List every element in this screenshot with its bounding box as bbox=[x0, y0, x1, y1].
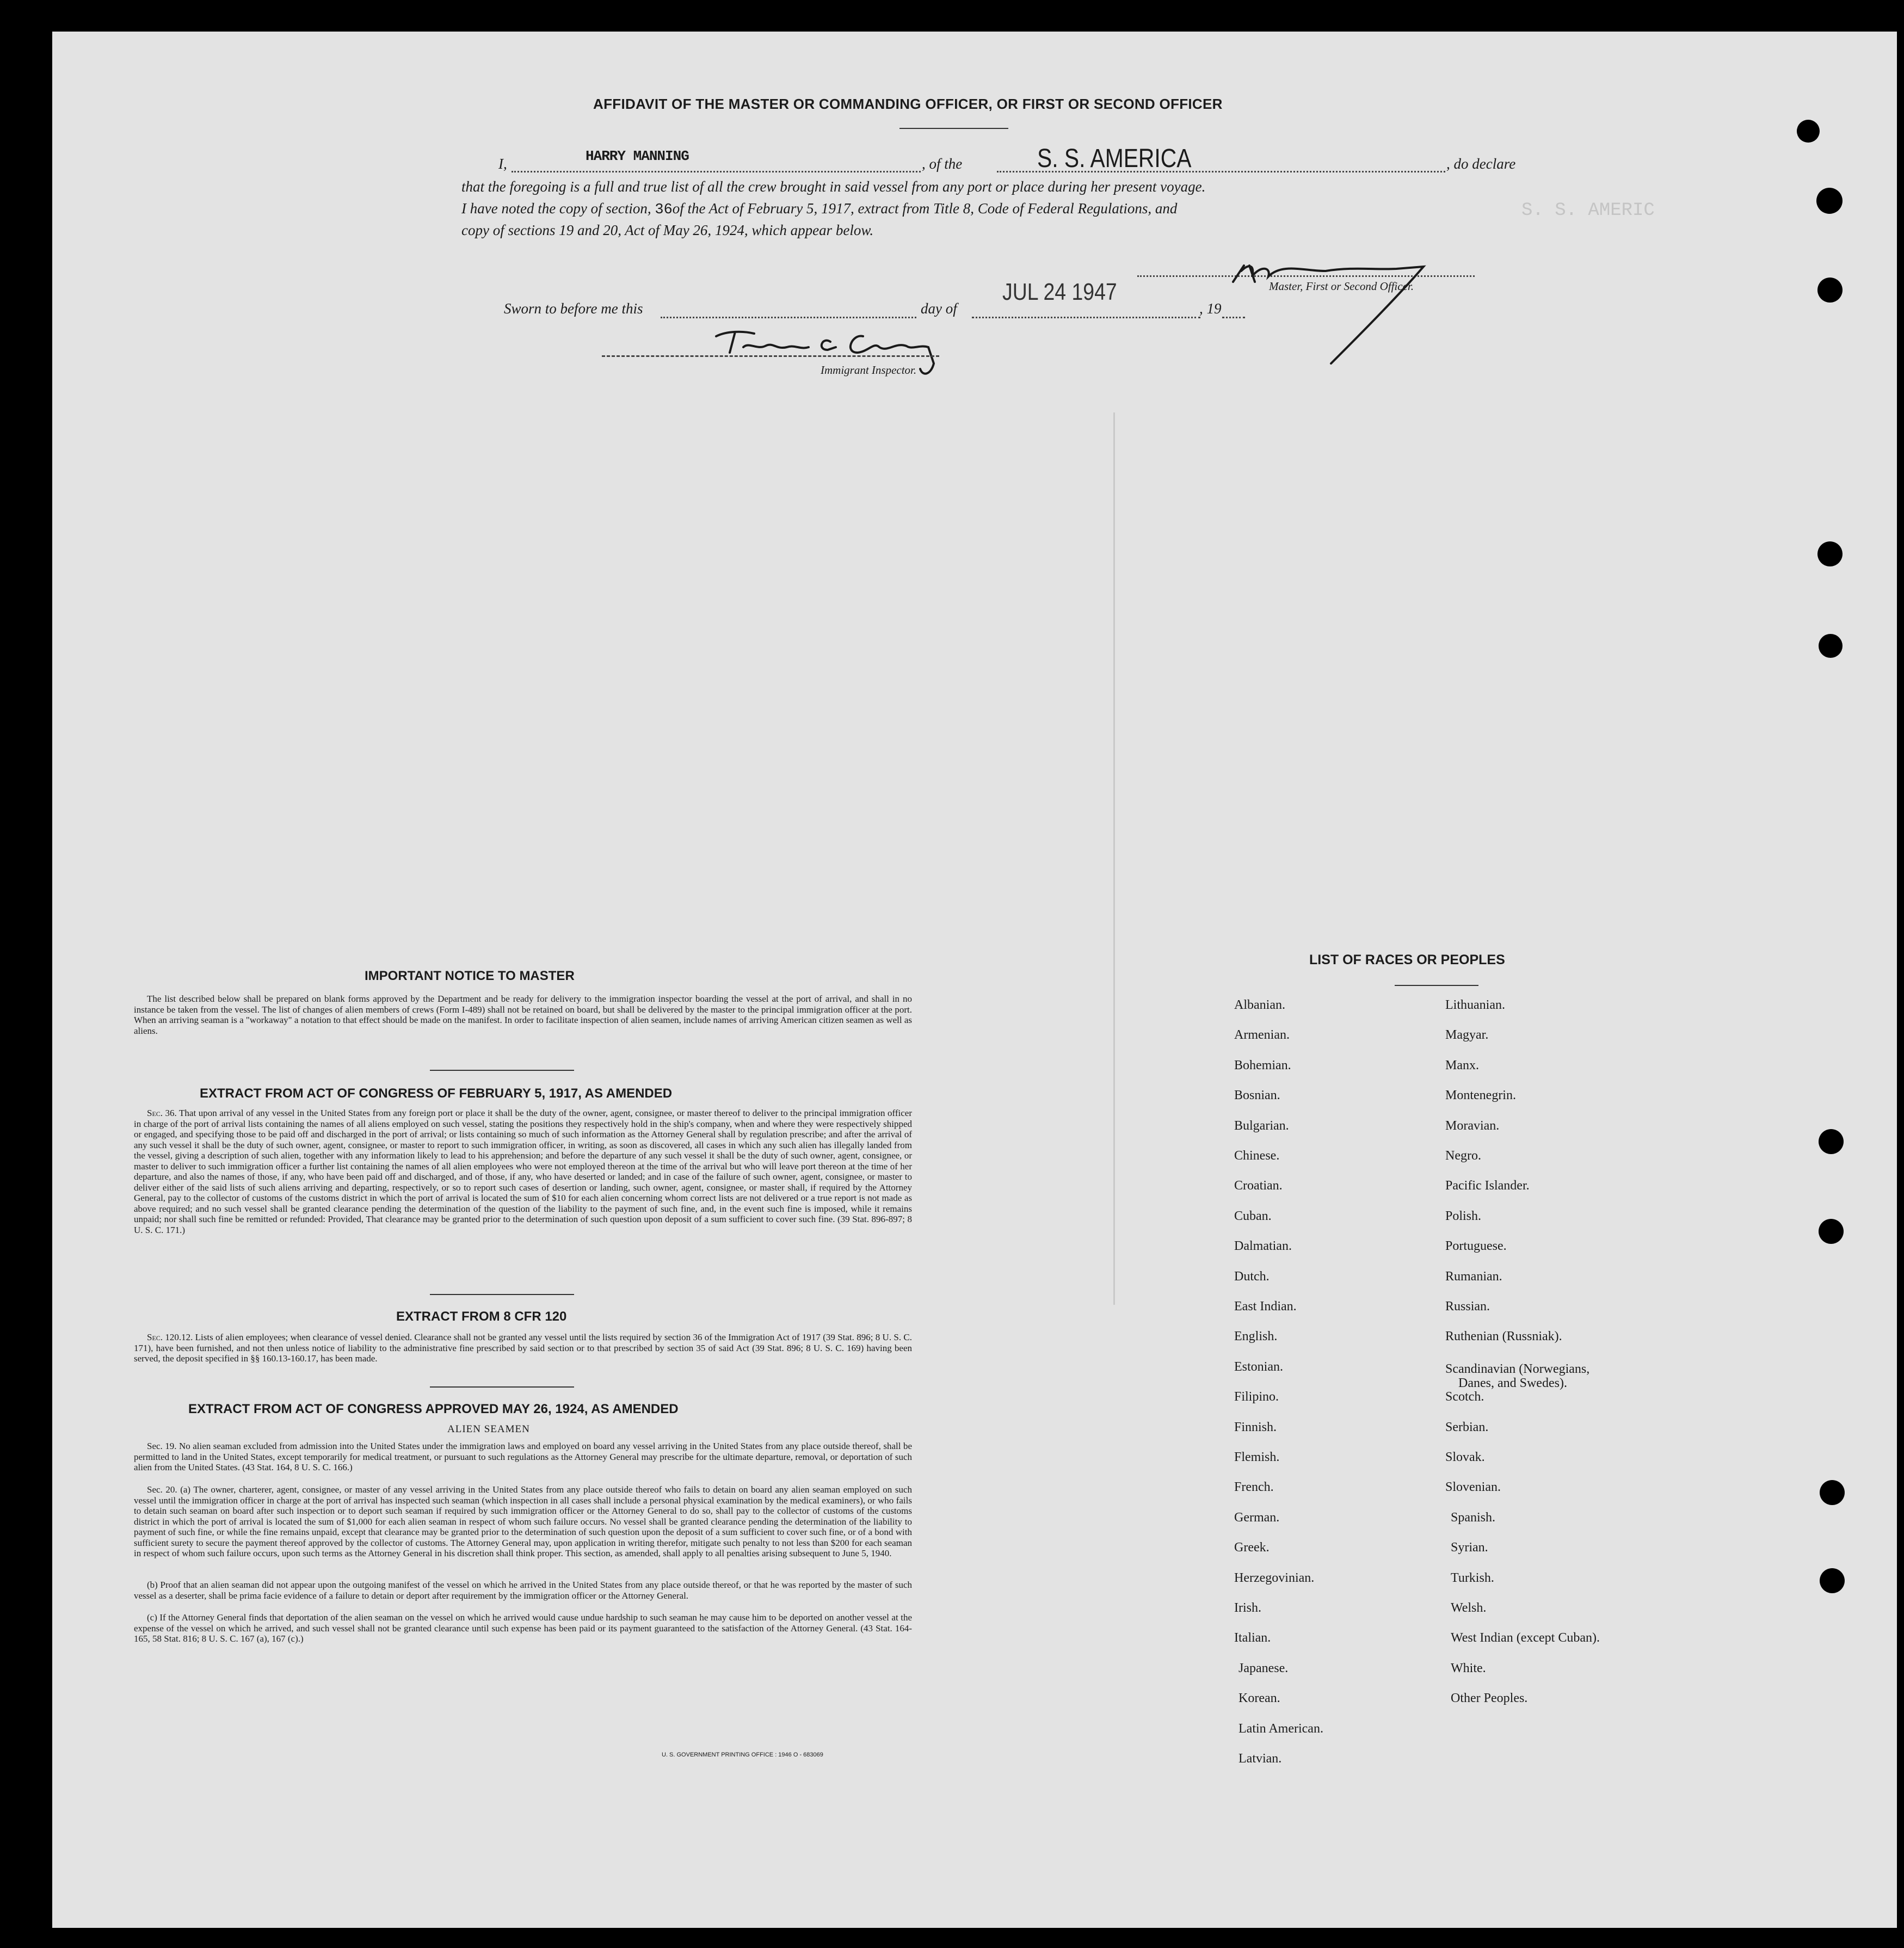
extract-1917-title: EXTRACT FROM ACT OF CONGRESS OF FEBRUARY 5, 1917, AS AMENDED bbox=[200, 1086, 673, 1101]
master-signature bbox=[1222, 233, 1527, 374]
affidavit-line4: copy of sections 19 and 20, Act of May 26, 1924, which appear below. bbox=[461, 222, 874, 238]
vessel-name: S. S. AMERICA bbox=[1037, 144, 1192, 173]
sworn-year-blank bbox=[1222, 317, 1245, 318]
sec-20a-text: Sec. 20. (a) The owner, charterer, agent, consignee, or master of any vessel arriving in the United States from any place outside thereof who fails to detain on board any alien seaman employed on such vessel until the immigration officer in charge at the port of arrival has inspected such seaman (which inspection in all cases shall include a personal physical examination by the medical examiners), or who fails to detain such seaman on board after such inspection or to deport such seaman if required by such immigration officer or the Attorney General to do so, shall pay to the collector of customs of the customs district in which the port of arrival is located the sum of $1,000 for each alien seaman in respect of whom such failure occurs. No vessel shall be granted clearance pending the determination of the liability to payment of such fine, or while the fine remains unpaid, except that clearance may be granted prior to the determination of such question upon the deposit of a sum sufficient to cover such fine, or of a bond with sufficient surety to secure the payment thereof approved by the collector of customs. The Attorney General may, upon application in writing therefor, mitigate such penalty to not less than $200 for each seaman in respect of whom such failure occurs, upon such terms as the Attorney General in his discretion shall think proper. This section, as amended, shall apply to all penalties arising subsequent to June 5, 1940. bbox=[134, 1484, 912, 1558]
punch-hole bbox=[1817, 541, 1843, 566]
race-item: English. bbox=[1234, 1329, 1278, 1344]
race-item: Finnish. bbox=[1234, 1420, 1277, 1434]
sec-19-text: Sec. 19. No alien seaman excluded from admission into the United States under the immigration laws and employed on board any vessel arriving in the United States from any place outside thereof, shall be permitted to land in the United States, except temporarily for medical treatment, or pursuant to such regulations as the Attorney General may prescribe for the ultimate departure, removal, or deportation of such alien from the United States. (43 Stat. 164, 8 U. S. C. 166.) bbox=[134, 1441, 912, 1472]
race-item: Slovak. bbox=[1445, 1450, 1485, 1464]
race-item: Scandinavian (Norwegians, bbox=[1445, 1361, 1590, 1376]
sec-36-text: That upon arrival of any vessel in the United States from any foreign port or place it shall be the duty of the owner, agent, consignee, or master thereof to deliver to the principal immigration officer in charge of the port of arrival lists containing the names of all aliens employed on such vessel, stating the positions they respectively hold in the ship's company, when and where they were respectively shipped or engaged, and specifying those to be paid off and discharged in the port of arrival; or lists containing so much of such information as the Attorney General shall by regulation prescribe; and after the arrival of any such vessel it shall be the duty of such owner, agent, consignee, or master to report to such immigration officer, in writing, as soon as discovered, all cases in which any such alien has illegally landed from the vessel, giving a description of such alien, together with any information likely to lead to his apprehension; and before the departure of any such vessel it shall be the duty of such owner, agent, consignee, or master to deliver to such immigration officer a further list containing the names of all alien employees who were not employed thereon at the time of the arrival but who will leave port thereon at the time of her departure, and also the names of those, if any, who have been paid off and discharged, and of those, if any, who have deserted or landed; and in case of the failure of such owner, agent, consignee, or master to deliver either of the said lists of such aliens arriving and departing, respectively, or so to report such cases of desertion or landing, such owner, agent, consignee, or master shall, if required by the Attorney General, pay to the collector of customs of the customs district in which the port of arrival is located the sum of $10 for each alien concerning whom correct lists are not delivered or a true report is not made as above required; and no such vessel shall be granted clearance pending the determination of the question of the liability to the payment of such fine, and, in the event such fine is imposed, while it remains unpaid; nor shall such fine be remitted or refunded: Provided, That clearance may be granted prior to the determination of such question upon deposit of a sum sufficient to cover such fine. (39 Stat. 896-897; 8 U. S. C. 171.) bbox=[134, 1108, 913, 1235]
section-mark: 36 bbox=[655, 202, 673, 218]
race-item: Magyar. bbox=[1445, 1028, 1489, 1043]
race-item: White. bbox=[1451, 1661, 1486, 1675]
race-item: French. bbox=[1234, 1480, 1274, 1495]
sworn-year-prefix: , 19 bbox=[1199, 300, 1222, 317]
race-item: Latin American. bbox=[1238, 1721, 1323, 1736]
sec-20b-text: (b) Proof that an alien seaman did not appear upon the outgoing manifest of the vessel on which he arrived in the United States from any place outside thereof, or that he was reported by the master of such vessel as a deserter, shall be prima facie evidence of a failure to detain or deport after requirement by the immigration officer or the Attorney General. bbox=[134, 1580, 912, 1601]
sworn-text: Sworn to before me this bbox=[504, 300, 643, 317]
master-name: HARRY MANNING bbox=[586, 148, 689, 164]
races-title: LIST OF RACES OR PEOPLES bbox=[1309, 952, 1505, 967]
race-item: Irish. bbox=[1234, 1601, 1261, 1615]
master-caption: Master, First or Second Officer. bbox=[1269, 280, 1414, 293]
title-rule bbox=[899, 128, 1008, 129]
inspector-caption: Immigrant Inspector. bbox=[821, 363, 917, 377]
race-item: Lithuanian. bbox=[1445, 998, 1505, 1012]
race-item: Danes, and Swedes). bbox=[1458, 1376, 1567, 1390]
race-item: Welsh. bbox=[1451, 1601, 1487, 1615]
sec-20c-para bbox=[134, 1612, 912, 1644]
race-item: Bohemian. bbox=[1234, 1058, 1291, 1072]
race-item: Bulgarian. bbox=[1234, 1118, 1289, 1133]
rule-1 bbox=[430, 1070, 574, 1071]
race-item: West Indian (except Cuban). bbox=[1451, 1631, 1600, 1645]
race-item: Serbian. bbox=[1445, 1420, 1489, 1434]
affidavit-line2: that the foregoing is a full and true list of all the crew brought in said vessel from any port or place during her present voyage. bbox=[461, 178, 1206, 195]
sec-20b-para bbox=[134, 1580, 912, 1601]
sec-20c-text: (c) If the Attorney General finds that deportation of the alien seaman on the vessel on which he arrived would cause undue hardship to such seaman he may cause him to be deported on another vessel at the expense of the vessel on which he arrived, and such vessel shall not be granted clearance until such expense has been paid or its payment guaranteed to the satisfaction of the Attorney General. (43 Stat. 164-165, 58 Stat. 816; 8 U. S. C. 167 (a), 167 (c).) bbox=[134, 1612, 912, 1644]
line3-a: I have noted the copy of section bbox=[461, 200, 648, 217]
race-item: Portuguese. bbox=[1445, 1239, 1507, 1254]
race-item: Scotch. bbox=[1445, 1390, 1484, 1404]
line3-b: of the Act of February 5, 1917, extract from Title 8, Code of Federal Regulations, and bbox=[672, 200, 1178, 217]
bleed-through-text: S. S. AMERIC bbox=[1521, 200, 1655, 221]
document-page bbox=[52, 32, 1897, 1928]
race-item: Cuban. bbox=[1234, 1209, 1272, 1223]
affidavit-line3 bbox=[461, 200, 1177, 218]
race-item: Estonian. bbox=[1234, 1359, 1283, 1374]
sec-19-para bbox=[134, 1441, 912, 1473]
race-item: Pacific Islander. bbox=[1445, 1179, 1530, 1193]
race-item: Filipino. bbox=[1234, 1390, 1279, 1404]
extract-1924-subtitle: ALIEN SEAMEN bbox=[447, 1423, 530, 1435]
race-item: Korean. bbox=[1238, 1691, 1280, 1706]
race-item: Chinese. bbox=[1234, 1149, 1280, 1163]
punch-hole bbox=[1819, 1129, 1844, 1154]
extract-1917-body bbox=[134, 1108, 912, 1235]
race-item: Negro. bbox=[1445, 1149, 1481, 1163]
punch-hole bbox=[1820, 1568, 1845, 1593]
race-item: Other Peoples. bbox=[1451, 1691, 1528, 1706]
race-item: Montenegrin. bbox=[1445, 1088, 1516, 1103]
races-rule bbox=[1395, 985, 1478, 986]
sec-120-text: Lists of alien employees; when clearance of vessel denied. Clearance shall not be granted any vessel until the lists required by section 36 of the Immigration Act of 1917 (39 Stat. 896; 8 U. S. C. 171), have been furnished, and not then unless notice of liability to the administrative fine prescribed by said section or to that prescribed by section 35 of said Act (39 Stat. 896; 8 U. S. C. 169) having been served, the deposit specified in §§ 160.13-160.17, has been made. bbox=[134, 1332, 912, 1364]
sworn-day-word: day of bbox=[921, 300, 957, 317]
race-item: Rumanian. bbox=[1445, 1269, 1502, 1284]
extract-1924-title: EXTRACT FROM ACT OF CONGRESS APPROVED MAY 26, 1924, AS AMENDED bbox=[188, 1402, 679, 1416]
notice-title: IMPORTANT NOTICE TO MASTER bbox=[365, 969, 575, 983]
race-item: Albanian. bbox=[1234, 998, 1285, 1012]
race-item: Polish. bbox=[1445, 1209, 1482, 1223]
date-stamp: JUL 24 1947 bbox=[1002, 279, 1117, 305]
affidavit-line1-pre: I, bbox=[498, 156, 507, 172]
punch-hole bbox=[1820, 1480, 1845, 1505]
race-item: German. bbox=[1234, 1510, 1280, 1525]
notice-body bbox=[134, 994, 912, 1036]
race-item: Spanish. bbox=[1451, 1510, 1496, 1525]
affidavit-title: AFFIDAVIT OF THE MASTER OR COMMANDING OFFICER, OR FIRST OR SECOND OFFICER bbox=[593, 96, 1223, 112]
sec-20a-para bbox=[134, 1484, 912, 1559]
rule-3 bbox=[430, 1386, 574, 1388]
sworn-day-blank bbox=[661, 317, 916, 318]
line3-comma: , bbox=[647, 200, 655, 217]
name-blank bbox=[512, 171, 921, 172]
race-item: Dalmatian. bbox=[1234, 1239, 1292, 1254]
extract-cfr-body bbox=[134, 1332, 912, 1364]
race-item: Croatian. bbox=[1234, 1179, 1283, 1193]
extract-cfr-title: EXTRACT FROM 8 CFR 120 bbox=[396, 1309, 567, 1324]
race-item: Russian. bbox=[1445, 1299, 1490, 1314]
race-item: Herzegovinian. bbox=[1234, 1570, 1315, 1585]
race-item: Japanese. bbox=[1238, 1661, 1289, 1675]
affidavit-line1-mid: , of the bbox=[922, 156, 963, 172]
punch-hole bbox=[1819, 634, 1843, 658]
race-item: Syrian. bbox=[1451, 1540, 1488, 1555]
punch-hole bbox=[1817, 278, 1843, 303]
race-item: Moravian. bbox=[1445, 1118, 1500, 1133]
race-item: Ruthenian (Russniak). bbox=[1445, 1329, 1562, 1344]
race-item: Bosnian. bbox=[1234, 1088, 1280, 1103]
punch-hole bbox=[1797, 120, 1820, 143]
race-item: Dutch. bbox=[1234, 1269, 1270, 1284]
printer-line: U. S. GOVERNMENT PRINTING OFFICE : 1946 O - 683069 bbox=[662, 1752, 823, 1758]
punch-hole bbox=[1819, 1219, 1844, 1244]
race-item: Manx. bbox=[1445, 1058, 1479, 1072]
sec-120-label: Sec. 120.12. bbox=[147, 1332, 193, 1342]
race-item: East Indian. bbox=[1234, 1299, 1297, 1314]
sworn-month-blank bbox=[972, 317, 1200, 318]
affidavit-line1-end: , do declare bbox=[1446, 156, 1516, 172]
race-item: Armenian. bbox=[1234, 1028, 1290, 1043]
race-item: Greek. bbox=[1234, 1540, 1270, 1555]
race-item: Italian. bbox=[1234, 1631, 1271, 1645]
inspector-signature-line bbox=[602, 355, 939, 357]
notice-body-text: The list described below shall be prepared on blank forms approved by the Department and be ready for delivery to the immigration inspector boarding the vessel at the port of arrival, and shall in no instance be taken from the vessel. The list of changes of alien members of crews (Form I-489) shall not be retained on board, but shall be delivered by the master to the principal immigration officer at the port. When an arriving seaman is a "workaway" a notation to that effect should be made on the manifest. In order to facilitate inspection of alien seamen, include names of arriving American citizen seamen as well as aliens. bbox=[134, 994, 912, 1036]
race-item: Flemish. bbox=[1234, 1450, 1280, 1464]
rule-2 bbox=[430, 1294, 574, 1295]
race-item: Turkish. bbox=[1451, 1570, 1494, 1585]
vertical-faint-rule bbox=[1113, 412, 1115, 1305]
punch-hole bbox=[1816, 188, 1843, 214]
race-item: Latvian. bbox=[1238, 1752, 1282, 1766]
sec-36-label: Sec. 36. bbox=[147, 1108, 177, 1118]
race-item: Slovenian. bbox=[1445, 1480, 1501, 1495]
